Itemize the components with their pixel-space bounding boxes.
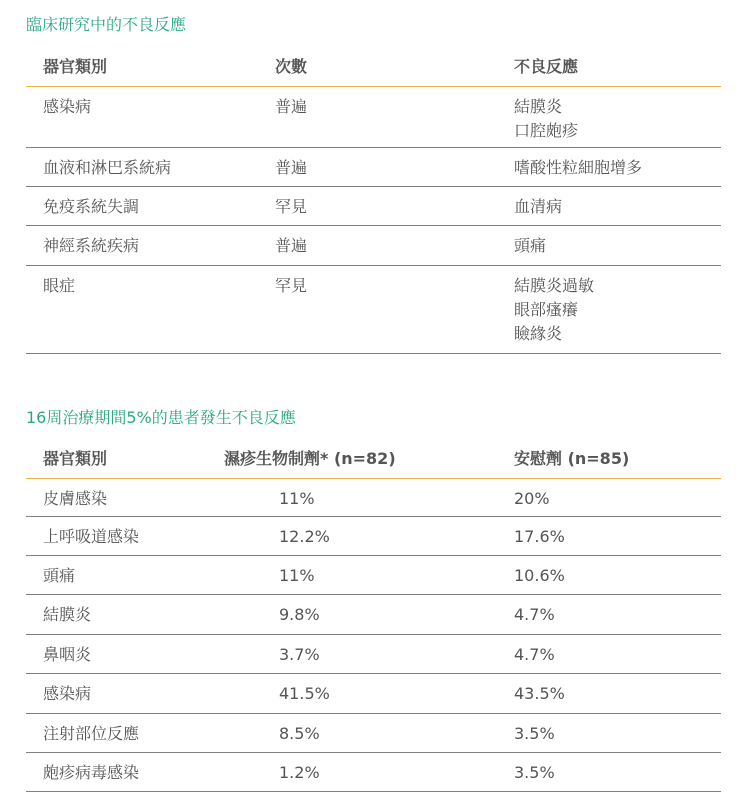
- organ-cell: 免疫系統失調: [43, 197, 140, 216]
- table-row: [26, 517, 721, 556]
- placebo-cell: 4.7%: [514, 605, 555, 624]
- table-row: [26, 148, 721, 187]
- incidence-table: [26, 436, 721, 792]
- organ-cell: 血液和淋巴系統病: [43, 158, 172, 177]
- frequency-cell: 普遍: [275, 236, 308, 255]
- organ-cell: 神經系統疾病: [43, 236, 140, 255]
- biologic-cell: 8.5%: [279, 724, 320, 743]
- table-row: [26, 674, 721, 714]
- table-row: [26, 595, 721, 635]
- organ-cell: 感染病: [43, 97, 92, 116]
- table-header: [26, 436, 721, 479]
- placebo-cell: 3.5%: [514, 724, 555, 743]
- table-row: [26, 479, 721, 517]
- biologic-cell: 9.8%: [279, 605, 320, 624]
- header-adverse-reaction: 不良反應: [514, 57, 579, 76]
- reaction-line: 瞼緣炎: [514, 324, 563, 343]
- reaction-line: 結膜炎: [514, 97, 563, 116]
- reaction-line: 嗜酸性粒細胞增多: [514, 158, 643, 177]
- table-row: [26, 714, 721, 753]
- section-2-title: 16周治療期間5%的患者發生不良反應: [26, 408, 296, 427]
- adverse-reactions-table: [26, 44, 721, 354]
- organ-cell: 頭痛: [43, 566, 76, 585]
- frequency-cell: 普遍: [275, 158, 308, 177]
- header-placebo: 安慰劑 (n=85): [514, 449, 630, 468]
- organ-cell: 結膜炎: [43, 605, 92, 624]
- organ-cell: 鼻咽炎: [43, 645, 92, 664]
- organ-cell: 感染病: [43, 684, 92, 703]
- biologic-cell: 41.5%: [279, 684, 330, 703]
- organ-cell: 眼症: [43, 276, 76, 295]
- organ-cell: 皰疹病毒感染: [43, 763, 140, 782]
- table-row: [26, 635, 721, 674]
- placebo-cell: 43.5%: [514, 684, 565, 703]
- frequency-cell: 罕見: [275, 276, 308, 295]
- placebo-cell: 3.5%: [514, 763, 555, 782]
- reaction-cell: [514, 274, 594, 346]
- table-row: [26, 753, 721, 792]
- reaction-line: 血清病: [514, 197, 563, 216]
- header-frequency: 次數: [275, 57, 308, 76]
- biologic-cell: 11%: [279, 566, 315, 585]
- reaction-cell: [514, 234, 546, 258]
- organ-cell: 上呼吸道感染: [43, 527, 140, 546]
- reaction-line: 口腔皰疹: [514, 121, 579, 140]
- table-row: [26, 226, 721, 266]
- biologic-cell: 12.2%: [279, 527, 330, 546]
- reaction-line: 眼部瘙癢: [514, 300, 579, 319]
- table-header: [26, 44, 721, 87]
- frequency-cell: 罕見: [275, 197, 308, 216]
- reaction-cell: [514, 156, 642, 180]
- frequency-cell: 普遍: [275, 97, 308, 116]
- biologic-cell: 3.7%: [279, 645, 320, 664]
- organ-cell: 皮膚感染: [43, 489, 108, 508]
- section-1-title: 臨床研究中的不良反應: [26, 15, 187, 34]
- reaction-cell: [514, 95, 578, 143]
- biologic-cell: 11%: [279, 489, 315, 508]
- table-row: [26, 556, 721, 595]
- placebo-cell: 4.7%: [514, 645, 555, 664]
- table-row: [26, 87, 721, 148]
- organ-cell: 注射部位反應: [43, 724, 140, 743]
- table-row: [26, 266, 721, 354]
- reaction-line: 結膜炎過敏: [514, 276, 595, 295]
- placebo-cell: 10.6%: [514, 566, 565, 585]
- header-organ-class: 器官類別: [43, 57, 108, 76]
- table-row: [26, 187, 721, 226]
- reaction-line: 頭痛: [514, 236, 547, 255]
- biologic-cell: 1.2%: [279, 763, 320, 782]
- placebo-cell: 20%: [514, 489, 550, 508]
- reaction-cell: [514, 195, 562, 219]
- header-biologic: 濕疹生物制劑* (n=82): [224, 449, 396, 468]
- header-organ-class: 器官類別: [43, 449, 108, 468]
- placebo-cell: 17.6%: [514, 527, 565, 546]
